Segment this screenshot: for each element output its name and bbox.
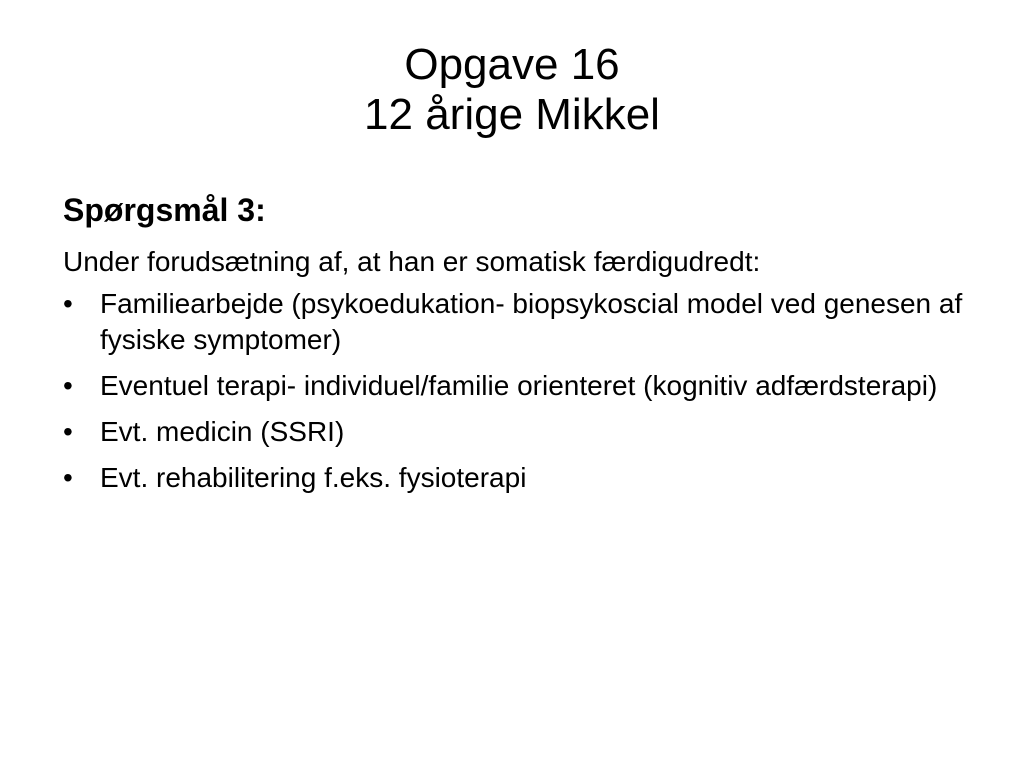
- bullet-dot-icon: •: [63, 370, 73, 401]
- bullet-text: Evt. rehabilitering f.eks. fysioterapi: [100, 462, 527, 493]
- slide-body: [63, 190, 963, 506]
- bullet-text: Evt. medicin (SSRI): [100, 416, 345, 447]
- bullet-item: [63, 414, 963, 450]
- bullet-list: [63, 286, 963, 496]
- bullet-dot-icon: •: [63, 462, 73, 493]
- bullet-item: [63, 286, 963, 358]
- question-heading: Spørgsmål 3:: [63, 192, 266, 228]
- title-line-1: Opgave 16: [404, 40, 620, 89]
- slide-title: [0, 40, 1024, 140]
- bullet-dot-icon: •: [63, 416, 73, 447]
- bullet-text: Eventuel terapi- individuel/familie orienteret (kognitiv adfærdsterapi): [100, 370, 938, 401]
- bullet-text: Familiearbejde (psykoedukation- biopsykoscial model ved genesen af fysiske symptomer): [100, 288, 963, 355]
- intro-text: Under forudsætning af, at han er somatisk færdigudredt:: [63, 246, 761, 277]
- bullet-item: [63, 460, 963, 496]
- title-line-2: 12 årige Mikkel: [364, 90, 660, 139]
- bullet-dot-icon: •: [63, 288, 73, 319]
- bullet-item: [63, 368, 963, 404]
